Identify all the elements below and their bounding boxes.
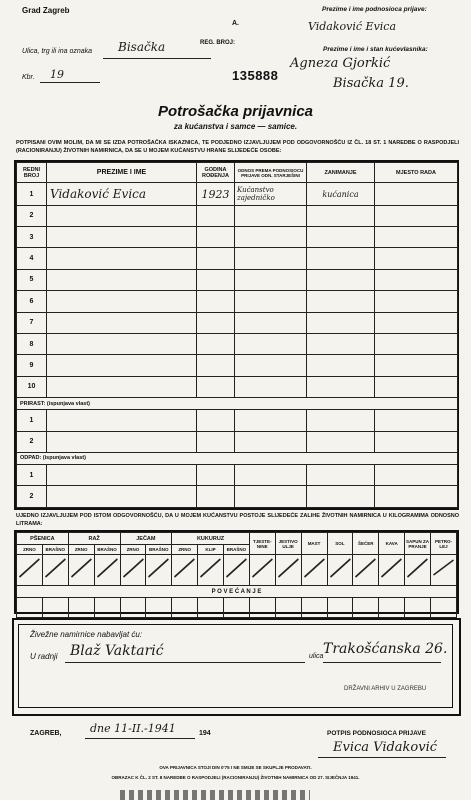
table-row [17,376,458,397]
form-number: 135888 [232,68,279,83]
food-col-label: MAST [301,533,327,555]
shop-label: U radnji [30,652,58,661]
date-underline [85,738,195,739]
persons-table [14,160,459,510]
row-number: 7 [17,312,47,333]
applicant-label: Prezime i ime podnosioca prijave: [322,6,427,13]
person-place [375,183,458,205]
table-row [17,410,458,431]
table-row [17,431,458,452]
row-number: 4 [17,248,47,269]
row-number: 5 [17,269,47,290]
food-col-label: ŠEĆER [353,533,379,555]
odpad-label: ODPAD: (ispunjava vlast) [17,452,458,464]
person-relation: Kućanstvo zajedničko [235,183,307,205]
food-sub-label: ZRNO [120,545,146,555]
food-sub-label: KLIP [198,545,224,555]
purchase-street-underline [323,662,441,663]
table-row [17,205,458,226]
food-col-label: TJESTE-NINE [249,533,275,555]
food-col-label: JESTIVO ULJE [275,533,301,555]
table-row [17,183,458,205]
shop-value: Blaž Vaktarić [70,643,164,659]
food-col-label: SAPUN ZA PRANJE [405,533,431,555]
col-header-name: PREZIME I IME [47,163,197,183]
page-title: Potrošačka prijavnica [157,103,314,120]
applicant-value: Vidaković Evica [308,20,397,33]
table-row [17,333,458,354]
person-occupation: kućanica [307,183,375,205]
page-subtitle: za kućanstva i samce — samice. [173,122,298,131]
kbr-underline [40,82,100,83]
table-row [17,291,458,312]
table-row [17,355,458,376]
food-sub-label: BRAŠNO [224,545,250,555]
col-header-place: MJESTO RADA [375,163,458,183]
year-suffix: 194 [199,730,211,737]
reg-label: REG. BROJ: [200,40,236,46]
shop-underline [65,662,305,663]
street-label: Ulica, trg ili ina oznaka [22,48,93,55]
food-col-label: SOL [327,533,353,555]
food-sub-label: BRAŠNO [42,545,68,555]
food-group-label: JEČAM [120,533,172,545]
food-values-row [17,555,457,586]
table-row [17,269,458,290]
date-value: dne 11-II.-1941 [90,722,176,735]
row-number: 1 [17,183,47,205]
form-note: OBRAZAC K ČL. 2 ST. 8 NAREDBE O RASPODJELI (RACIONIRANJU) ŽIVOTNIH NAMIRNICA OD 27. SIJEČNJA 1941. [111,775,360,780]
kbr-value: 19 [50,68,64,81]
table-row [17,312,458,333]
street-underline [103,58,211,59]
street-value: Bisačka [118,40,166,54]
table-row [17,465,458,486]
row-number: 2 [17,486,47,508]
food-col-label: PETRO-LEJ [431,533,457,555]
prirast-label: PRIRAST: (ispunjava vlast) [17,397,458,409]
owner-address: Bisačka 19. [333,76,409,91]
archive-stamp: DRŽAVNI ARHIV U ZAGREBU [344,686,427,692]
food-sub-label: BRAŠNO [94,545,120,555]
form-letter: A. [232,20,239,27]
food-col-label: KAVA [379,533,405,555]
food-group-label: RAŽ [68,533,120,545]
col-header-year: GODINA ROĐENJA [197,163,235,183]
kbr-label: Kbr. [22,74,35,81]
city-label: Grad Zagreb [22,6,70,15]
row-number: 2 [17,205,47,226]
row-number: 3 [17,227,47,248]
col-header-occupation: ZANIMANJE [307,163,375,183]
food-table [14,530,459,614]
povecanje-label: P O V E Ć A N J E [17,586,457,598]
price-note: OVA PRIJAVNICA STOJI DIN 0'75 I NE SMIJE SE SKUPLJE PRODAVATI. [159,765,312,770]
col-header-num: REDNI BROJ [17,163,47,183]
purchase-label: Živežne namirnice nabavljat ću: [30,630,143,639]
signature-value: Evica Vidaković [333,740,438,755]
row-number: 6 [17,291,47,312]
purchase-street-label: ulica [309,653,324,660]
owner-label: Prezime i ime i stan kućevlasnika: [323,46,428,53]
food-group-label: PŠENICA [17,533,69,545]
col-header-relation: ODNOS PREMA PODNOSIOCU PRIJAVE ODN. STARJEŠINI [235,163,307,183]
row-number: 1 [17,465,47,486]
purchase-street-value: Trakošćanska 26. [323,641,448,657]
row-number: 1 [17,410,47,431]
food-sub-label: BRAŠNO [146,545,172,555]
food-group-label: KUKURUZ [172,533,250,545]
food-sub-label: ZRNO [17,545,43,555]
row-number: 9 [17,355,47,376]
place-label: ZAGREB, [30,730,62,737]
food-intro: UJEDNO IZJAVLJUJEM POD ISTOM ODGOVORNOŠĆU, DA U MOJEM KUĆANSTVU POSTOJE SLIJEDEĆE ZALIHE ŽIVOTNIH NAMIRNICA U KILOGRAMIMA ODNOSNO LITRAMA: [16,513,459,527]
owner-name: Agneza Gjorkić [290,56,391,71]
food-sub-label: ZRNO [172,545,198,555]
signature-underline [318,757,446,758]
table-row [17,227,458,248]
food-sub-label: ZRNO [68,545,94,555]
torn-edge-decoration [120,790,310,800]
table-row [17,248,458,269]
intro-text: POTPISANI OVIM MOLIM, DA MI SE IZDA POTROŠAČKA ISKAZNICA, TE PODJEDNO IZJAVLJUJEM POD ODGOVORNOŠĆU IZ ČL. 18 ST. 1 NAREDBE O RASPODJELI (RACIONIRANJU) ŽIVOTNIH NAMIRNICA, DA SE U MOJEM KUĆANSTVU HRANE SLIJEDEĆE OSOBE: [16,140,459,154]
person-name: Vidaković Evica [47,183,197,205]
row-number: 8 [17,333,47,354]
person-year: 1923 [197,183,235,205]
row-number: 2 [17,431,47,452]
row-number: 10 [17,376,47,397]
table-row [17,486,458,508]
signature-label: POTPIS PODNOSIOCA PRIJAVE [327,730,426,737]
